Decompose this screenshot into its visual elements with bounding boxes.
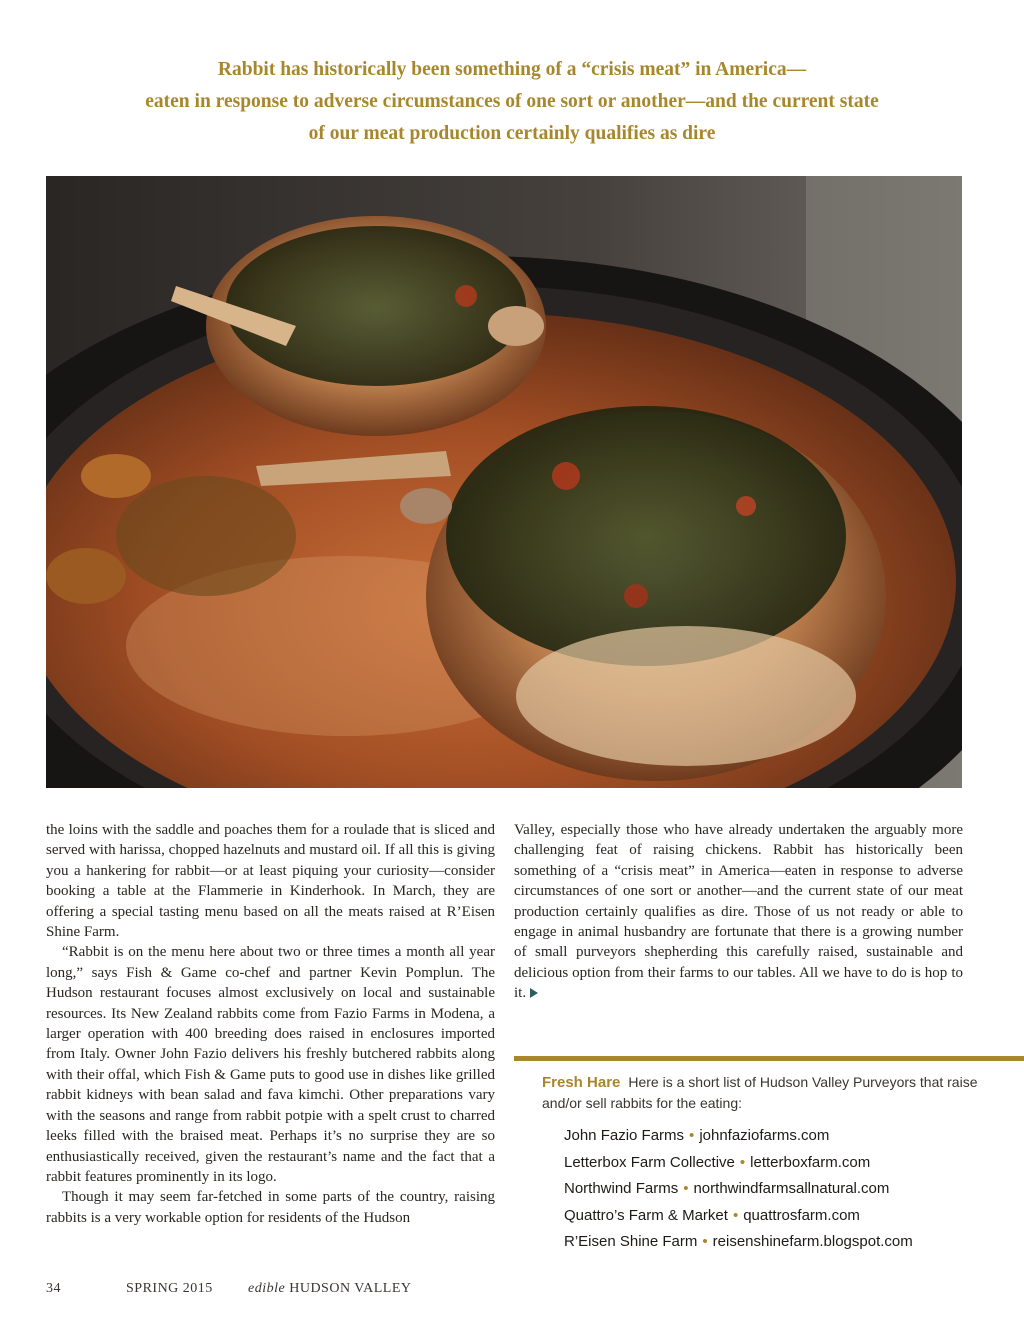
magazine-brand-name: HUDSON VALLEY [289, 1281, 412, 1296]
body-paragraph-text: Valley, especially those who have already undertaken the arguably more challenging feat of raising chickens. Rabbit has historically been something of a “crisis meat” in America—eaten in response to adverse circumstances of one sort or another—and the current state of our meat production certainly qualifies as dire. Those of us not ready or able to engage in animal husbandry are fortunate that there is a growing number of small purveyors shepherding this carefully raised, sustainable and delicious option from their farms to our tables. All we have to do is hop to it. [514, 822, 963, 1002]
fresh-hare-sidebar [542, 1072, 982, 1256]
body-column-left [46, 820, 495, 1252]
purveyor-name: Letterbox Farm Collective [564, 1153, 735, 1171]
purveyor-name: John Fazio Farms [564, 1127, 685, 1144]
purveyor-name: Quattro’s Farm & Market [564, 1206, 728, 1224]
purveyor-url[interactable]: quattrosfarm.com [743, 1206, 860, 1224]
pull-quote [60, 54, 964, 150]
bullet-separator: • [739, 1153, 746, 1171]
purveyor-name: Northwind Farms [564, 1180, 679, 1197]
sidebar-intro-text: Here is a short list of Hudson Valley Purveyors that raise and/or sell rabbits for the eating: [542, 1074, 978, 1111]
purveyor-item [564, 1123, 982, 1150]
pull-quote-line-2: eaten in response to adverse circumstances of one sort or another—and the current state [145, 91, 879, 112]
purveyor-item [564, 1203, 982, 1230]
purveyor-url[interactable]: reisenshinefarm.blogspot.com [712, 1233, 913, 1250]
purveyor-item [564, 1150, 982, 1177]
pull-quote-line-3: of our meat production certainly qualifies as dire [308, 123, 716, 144]
bullet-separator: • [683, 1180, 689, 1197]
purveyor-url[interactable]: northwindfarmsallnatural.com [693, 1180, 890, 1197]
pull-quote-line-1: Rabbit has historically been something of a “crisis meat” in America— [217, 59, 807, 80]
magazine-brand-edible: edible [248, 1281, 286, 1296]
issue-date: SPRING 2015 [126, 1281, 213, 1296]
purveyor-item [564, 1176, 982, 1203]
braised-rabbit-photo [46, 176, 962, 788]
food-photo-icon [46, 176, 962, 788]
sidebar-intro [542, 1072, 982, 1113]
purveyor-item [564, 1229, 982, 1256]
purveyor-name: R’Eisen Shine Farm [564, 1233, 698, 1250]
bullet-separator: • [702, 1233, 708, 1250]
body-paragraph: Though it may seem far-fetched in some parts of the country, raising rabbits is a very workable option for residents of the Hudson [46, 1189, 495, 1226]
purveyor-url[interactable]: johnfaziofarms.com [699, 1127, 830, 1144]
bullet-separator: • [689, 1127, 695, 1144]
body-paragraph: the loins with the saddle and poaches them for a roulade that is sliced and served with harissa, chopped hazelnuts and mustard oil. If all this is giving you a hankering for rabbit—or at least piquing your curiosity—consider booking a table at the Flammerie in Kinderhook. In March, they are offering a special tasting menu based on all the meats raised at R’Eisen Shine Farm. [46, 822, 495, 941]
page-number: 34 [46, 1281, 61, 1296]
bullet-separator: • [732, 1206, 739, 1224]
body-column-right [514, 820, 963, 1004]
sidebar-divider [514, 1056, 1024, 1061]
purveyor-url[interactable]: letterboxfarm.com [750, 1153, 871, 1171]
body-paragraph: “Rabbit is on the menu here about two or three times a month all year long,” says Fish & Game co-chef and partner Kevin Pomplun. The Hudson restaurant focuses almost exclusively on local and sustainable resources. Its New Zealand rabbits come from Fazio Farms in Modena, a larger operation with 400 breeding does raised in enclosures imported from Italy. Owner John Fazio delivers his freshly butchered rabbits along with their offal, which Fish & Game puts to good use in dishes like grilled rabbit kidneys with bean salad and fava kimchi. Other preparations vary with the seasons and range from rabbit potpie with a spelt crust to charred leeks filled with the braised meat. Perhaps it’s no surprise they are so enthusiastically received, given the restaurant’s name and the fact that a rabbit features prominently in its logo. [46, 944, 495, 1185]
purveyor-list [542, 1123, 982, 1256]
page-footer [46, 1281, 412, 1301]
body-paragraph-continued [514, 820, 963, 1004]
end-of-article-icon [530, 988, 538, 998]
sidebar-heading: Fresh Hare [542, 1074, 621, 1091]
